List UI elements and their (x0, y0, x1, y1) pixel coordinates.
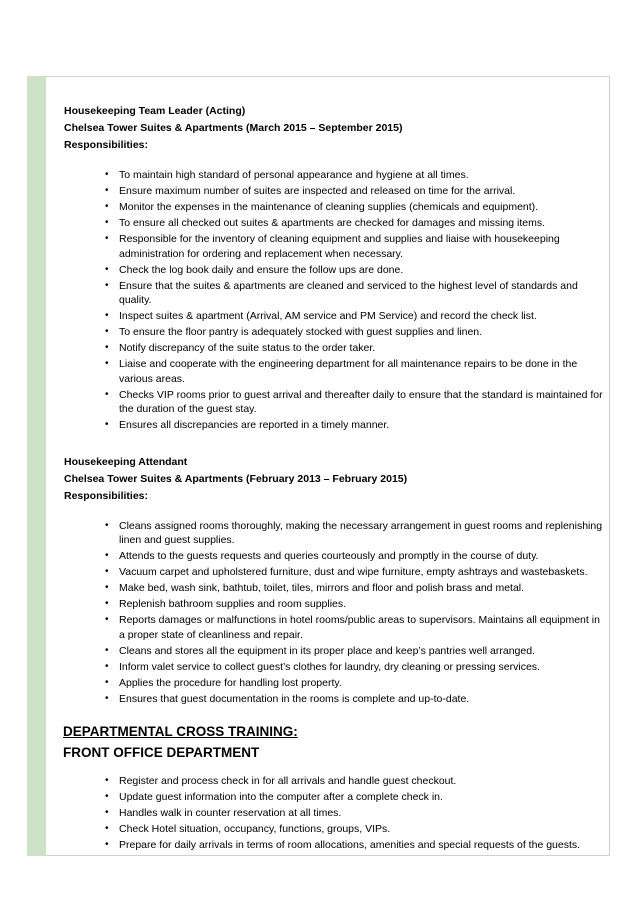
bullet-icon: • (105, 201, 109, 212)
list-item-text: Register and process check in for all arrivals and handle guest checkout. (119, 775, 457, 787)
bullet-icon: • (105, 342, 109, 353)
bullet-icon: • (105, 519, 109, 531)
list-item-text: Responsible for the inventory of cleaning equipment and supplies and liaise with housekeeping administration for ordering and replacement when necessary. (119, 233, 560, 260)
bullet-icon: • (105, 807, 109, 818)
list-item (64, 660, 604, 675)
list-item-text: Reports damages or malfunctions in hotel rooms/public areas to supervisors. Maintains all equipment in a proper state of cleanliness and repair. (119, 614, 600, 641)
job-team-leader (64, 103, 604, 433)
bullet-icon: • (105, 839, 109, 850)
bullet-icon: • (105, 279, 109, 291)
list-item (64, 565, 604, 580)
bullet-icon: • (105, 775, 109, 786)
bullet-icon: • (105, 791, 109, 802)
list-item (64, 279, 604, 308)
list-item-text: Vacuum carpet and upholstered furniture, dust and wipe furniture, empty ashtrays and wastebaskets. (119, 566, 588, 578)
list-item (64, 676, 604, 691)
job-title: Housekeeping Team Leader (Acting) (64, 105, 246, 117)
bullet-icon: • (105, 566, 109, 577)
list-item-text: Handles walk in counter reservation at all times. (119, 807, 342, 819)
responsibilities-list (64, 519, 604, 707)
bullet-icon: • (105, 676, 109, 688)
list-item (64, 263, 604, 278)
list-item (64, 838, 604, 853)
bullet-icon: • (105, 419, 109, 430)
responsibilities-list (64, 168, 604, 433)
bullet-icon: • (105, 388, 109, 400)
list-item (64, 613, 604, 642)
list-item-text: Ensures all discrepancies are reported in a timely manner. (119, 419, 390, 431)
list-item-text: Replenish bathroom supplies and room supplies. (119, 598, 347, 610)
list-item (64, 418, 604, 433)
list-item-text: Ensure maximum number of suites are inspected and released on time for the arrival. (119, 185, 516, 197)
list-item (64, 822, 604, 837)
responsibilities-label: Responsibilities: (64, 489, 149, 502)
job-title: Housekeeping Attendant (64, 455, 188, 468)
list-item (64, 309, 604, 324)
list-item-text: Check Hotel situation, occupancy, functions, groups, VIPs. (119, 823, 391, 835)
bullet-icon: • (105, 823, 109, 834)
list-item (64, 790, 604, 805)
list-item-text: Notify discrepancy of the suite status to the order taker. (119, 342, 376, 354)
list-item-text: Inspect suites & apartment (Arrival, AM service and PM Service) and record the check list. (119, 310, 537, 322)
list-item (64, 692, 604, 707)
list-item-text: Update guest information into the computer after a complete check in. (119, 791, 443, 803)
list-item-text: Attends to the guests requests and queries courteously and promptly in the course of duty. (119, 550, 539, 562)
section-heading: DEPARTMENTAL CROSS TRAINING: (63, 724, 298, 739)
list-item (64, 597, 604, 612)
list-item (64, 806, 604, 821)
list-item (64, 388, 604, 417)
job-company: Chelsea Tower Suites & Apartments (February 2013 – February 2015) (64, 472, 408, 485)
job-housekeeping-attendant (64, 454, 604, 707)
bullet-icon: • (105, 550, 109, 561)
list-item-text: Checks VIP rooms prior to guest arrival and thereafter daily to ensure that the standard is maintained for the duration of the guest stay. (119, 388, 603, 415)
list-item-text: Ensures that guest documentation in the rooms is complete and up-to-date. (119, 692, 470, 705)
list-item (64, 325, 604, 340)
list-item (64, 184, 604, 199)
list-item-text: To ensure the floor pantry is adequately stocked with guest supplies and linen. (119, 326, 483, 338)
list-item (64, 216, 604, 231)
bullet-icon: • (105, 217, 109, 228)
bullet-icon: • (105, 692, 109, 704)
bullet-icon: • (105, 169, 109, 180)
list-item-text: Inform valet service to collect guest’s clothes for laundry, dry cleaning or pressing services. (119, 660, 540, 673)
list-item (64, 357, 604, 386)
list-item (64, 774, 604, 789)
bullet-icon: • (105, 660, 109, 672)
list-item-text: Ensure that the suites & apartments are cleaned and serviced to the highest level of standards and quality. (119, 279, 578, 306)
list-item-text: Check the log book daily and ensure the follow ups are done. (119, 263, 404, 276)
list-item-text: Liaise and cooperate with the engineering department for all maintenance repairs to be done in the various areas. (119, 358, 578, 385)
list-item-text: Applies the procedure for handling lost property. (119, 676, 342, 689)
list-item-text: Make bed, wash sink, bathtub, toilet, tiles, mirrors and floor and polish brass and metal. (119, 582, 525, 594)
list-item-text: To ensure all checked out suites & apartments are checked for damages and missing items. (119, 217, 546, 229)
list-item-text: Monitor the expenses in the maintenance of cleaning supplies (chemicals and equipment). (119, 201, 539, 213)
training-list (64, 774, 604, 853)
list-item (64, 200, 604, 215)
cross-training (64, 723, 604, 853)
bullet-icon: • (105, 263, 109, 275)
bullet-icon: • (105, 644, 109, 656)
list-item-text: To maintain high standard of personal appearance and hygiene at all times. (119, 169, 469, 181)
bullet-icon: • (105, 310, 109, 321)
job-company: Chelsea Tower Suites & Apartments (March 2015 – September 2015) (64, 122, 403, 134)
bullet-icon: • (105, 598, 109, 609)
list-item (64, 168, 604, 183)
list-item-text: Prepare for daily arrivals in terms of room allocations, amenities and special requests of the guests. (119, 839, 581, 851)
department-subheading: FRONT OFFICE DEPARTMENT (63, 745, 260, 760)
responsibilities-label: Responsibilities: (64, 139, 149, 151)
list-item (64, 519, 604, 548)
list-item (64, 232, 604, 261)
list-item (64, 341, 604, 356)
list-item-text: Cleans and stores all the equipment in its proper place and keep’s pantries well arranged. (119, 644, 535, 657)
bullet-icon: • (105, 358, 109, 369)
list-item (64, 581, 604, 596)
bullet-icon: • (105, 185, 109, 196)
bullet-icon: • (105, 582, 109, 593)
bullet-icon: • (105, 326, 109, 337)
sidebar-strip (27, 76, 46, 856)
resume-content (64, 103, 604, 854)
list-item-text: Cleans assigned rooms thoroughly, making the necessary arrangement in guest rooms and replenishing linen and guest supplies. (119, 519, 603, 546)
bullet-icon: • (105, 233, 109, 244)
list-item (64, 549, 604, 564)
list-item (64, 644, 604, 659)
bullet-icon: • (105, 614, 109, 625)
